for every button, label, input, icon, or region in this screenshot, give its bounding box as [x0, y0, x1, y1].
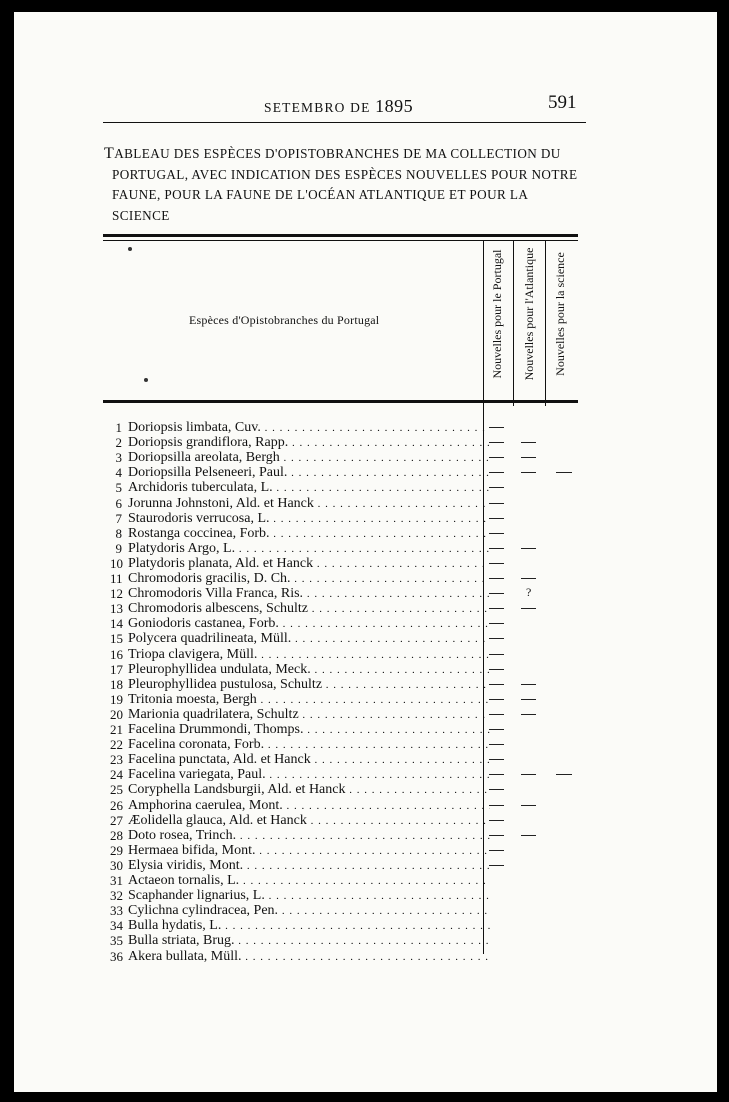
species-name: Chromodoris Villa Franca, Ris. . . .	[128, 586, 490, 602]
species-name: Facelina punctata, Ald. et Hanck . . .	[128, 752, 490, 768]
species-name: Doriopsilla Pelseneeri, Paul. . . .	[128, 465, 490, 481]
col-divider-2	[513, 240, 514, 406]
header-year: 1895	[375, 96, 414, 116]
mark-atlantique	[521, 457, 536, 458]
stray-mark	[128, 247, 132, 251]
row-number: 7	[115, 511, 122, 526]
table-row	[110, 511, 490, 526]
table-row	[110, 813, 490, 828]
mark-portugal	[489, 805, 504, 806]
mark-atlantique	[521, 442, 536, 443]
table-top-rule-thin	[103, 240, 578, 241]
table-row	[110, 480, 490, 495]
title-line-3: FAUNE, POUR LA FAUNE DE L'OCÉAN ATLANTIQUE ET POUR LA	[112, 187, 529, 202]
row-number: 31	[110, 873, 123, 888]
table-row	[110, 858, 490, 873]
row-number: 16	[110, 647, 123, 662]
row-number: 9	[115, 541, 122, 556]
mark-atlantique	[521, 805, 536, 806]
table-row	[110, 465, 490, 480]
table-row	[110, 798, 490, 813]
title-line-2: PORTUGAL, AVEC INDICATION DES ESPÈCES NOUVELLES POUR NOTRE	[112, 166, 578, 182]
header-rule	[103, 122, 586, 123]
species-name: Archidoris tuberculata, L. . . .	[128, 480, 490, 496]
row-number: 6	[115, 496, 122, 511]
table-row	[110, 949, 490, 964]
mark-atlantique	[521, 472, 536, 473]
table-row	[110, 782, 490, 797]
table-row	[110, 662, 490, 677]
table-row	[110, 616, 490, 631]
mark-atlantique	[521, 774, 536, 775]
species-name: Cylichna cylindracea, Pen. . . .	[128, 903, 490, 919]
mark-atlantique	[521, 578, 536, 579]
mark-portugal	[489, 503, 504, 504]
mark-portugal	[489, 729, 504, 730]
species-name: Facelina coronata, Forb. . . .	[128, 737, 490, 753]
mark-atlantique-uncertain: ?	[526, 585, 532, 599]
species-name: Pleurophyllidea pustulosa, Schultz . . .	[128, 677, 490, 693]
document-page	[14, 12, 717, 1092]
species-name: Chromodoris albescens, Schultz . . .	[128, 601, 490, 617]
species-name: Tritonia moesta, Bergh . . .	[128, 692, 490, 708]
species-name: Scaphander lignarius, L. . . .	[128, 888, 490, 904]
row-number: 13	[110, 601, 123, 616]
table-row	[110, 843, 490, 858]
col-header-portugal: Nouvelles pour le Portugal	[490, 249, 504, 379]
table-row	[110, 571, 490, 586]
table-row	[110, 601, 490, 616]
mark-portugal	[489, 563, 504, 564]
species-name: Marionia quadrilatera, Schultz . . .	[128, 707, 490, 723]
mark-portugal	[489, 759, 504, 760]
table-row	[110, 828, 490, 843]
row-number: 18	[110, 677, 123, 692]
table-row	[110, 933, 490, 948]
table-row	[110, 692, 490, 707]
table-row	[110, 586, 490, 601]
row-number: 30	[110, 858, 123, 873]
mark-portugal	[489, 427, 504, 428]
row-number: 5	[115, 480, 122, 495]
species-name: Chromodoris gracilis, D. Ch. . . .	[128, 571, 490, 587]
species-name: Doriopsis grandiflora, Rapp. . . .	[128, 435, 490, 451]
mark-atlantique	[521, 608, 536, 609]
species-name: Triopa clavigera, Müll. . . .	[128, 647, 490, 663]
table-header-rule	[103, 400, 578, 403]
row-number: 33	[110, 903, 123, 918]
mark-portugal	[489, 533, 504, 534]
col-divider-3	[545, 240, 546, 406]
mark-portugal	[489, 487, 504, 488]
species-name: Platydoris planata, Ald. et Hanck . . .	[128, 556, 490, 572]
species-name: Jorunna Johnstoni, Ald. et Hanck . . .	[128, 496, 490, 512]
col-header-science: Nouvelles pour la science	[553, 252, 567, 376]
table-row	[110, 496, 490, 511]
table-row	[110, 918, 490, 933]
species-name: Actaeon tornalis, L. . . .	[128, 873, 490, 889]
species-name: Polycera quadrilineata, Müll. . . .	[128, 631, 490, 647]
species-name: Rostanga coccinea, Forb. . . .	[128, 526, 490, 542]
row-number: 28	[110, 828, 123, 843]
mark-portugal	[489, 774, 504, 775]
row-number: 2	[115, 435, 122, 450]
mark-portugal	[489, 442, 504, 443]
row-number: 20	[110, 707, 123, 722]
table-row	[110, 752, 490, 767]
table-row	[110, 677, 490, 692]
row-number: 17	[110, 662, 123, 677]
species-name: Pleurophyllidea undulata, Meck. . . .	[128, 662, 490, 678]
mark-portugal	[489, 714, 504, 715]
row-number: 8	[115, 526, 122, 541]
species-name: Bulla striata, Brug. . . .	[128, 933, 490, 949]
row-number: 35	[110, 933, 123, 948]
table-row	[110, 722, 490, 737]
table-top-rule	[103, 234, 578, 237]
col-header-atlantique: Nouvelles pour l'Atlantique	[522, 247, 536, 381]
table-row	[110, 903, 490, 918]
row-number: 32	[110, 888, 123, 903]
species-name: Goniodoris castanea, Forb. . . .	[128, 616, 490, 632]
mark-portugal	[489, 638, 504, 639]
row-number: 22	[110, 737, 123, 752]
mark-portugal	[489, 623, 504, 624]
mark-portugal	[489, 684, 504, 685]
running-head: SETEMBRO DE 1895	[264, 96, 414, 116]
row-number: 25	[110, 782, 123, 797]
running-header	[14, 90, 717, 120]
mark-atlantique	[521, 714, 536, 715]
table-row	[110, 526, 490, 541]
mark-atlantique	[521, 699, 536, 700]
row-number: 15	[110, 631, 123, 646]
title-drop-letter: T	[104, 145, 115, 162]
species-name: Platydoris Argo, L. . . .	[128, 541, 490, 557]
species-name: Staurodoris verrucosa, L. . . .	[128, 511, 490, 527]
row-number: 34	[110, 918, 123, 933]
species-name: Amphorina caerulea, Mont. . . .	[128, 798, 490, 814]
species-name: Doto rosea, Trinch. . . .	[128, 828, 490, 844]
row-number: 1	[115, 420, 122, 435]
row-number: 29	[110, 843, 123, 858]
mark-atlantique	[521, 548, 536, 549]
mark-portugal	[489, 865, 504, 866]
table-row	[110, 450, 490, 465]
row-number: 12	[110, 586, 123, 601]
row-number: 23	[110, 752, 123, 767]
row-number: 27	[110, 813, 123, 828]
mark-portugal	[489, 608, 504, 609]
row-number: 26	[110, 798, 123, 813]
stray-mark	[144, 378, 148, 382]
species-name: Doriopsilla areolata, Bergh . . .	[128, 450, 490, 466]
table-title	[104, 144, 584, 226]
mark-portugal	[489, 744, 504, 745]
mark-science	[556, 774, 572, 775]
table-row	[110, 873, 490, 888]
species-column-header: Espèces d'Opistobranches du Portugal	[189, 313, 380, 327]
row-number: 21	[110, 722, 123, 737]
mark-portugal	[489, 850, 504, 851]
row-number: 3	[115, 450, 122, 465]
species-name: Akera bullata, Müll. . . .	[128, 949, 490, 965]
mark-portugal	[489, 548, 504, 549]
table-row	[110, 541, 490, 556]
table-row	[110, 737, 490, 752]
table-row	[110, 556, 490, 571]
species-name: Doriopsis limbata, Cuv. . . .	[128, 420, 490, 436]
mark-portugal	[489, 578, 504, 579]
title-line-1: ABLEAU DES ESPÈCES D'OPISTOBRANCHES DE MA COLLECTION DU	[114, 146, 561, 161]
mark-portugal	[489, 820, 504, 821]
mark-portugal	[489, 835, 504, 836]
mark-portugal	[489, 654, 504, 655]
species-name: Æolidella glauca, Ald. et Hanck . . .	[128, 813, 490, 829]
table-row	[110, 435, 490, 450]
row-number: 24	[110, 767, 123, 782]
mark-portugal	[489, 789, 504, 790]
mark-atlantique	[521, 684, 536, 685]
mark-portugal	[489, 518, 504, 519]
mark-portugal	[489, 457, 504, 458]
page-number: 591	[548, 92, 577, 113]
species-name: Bulla hydatis, L. . . .	[128, 918, 490, 934]
mark-portugal	[489, 699, 504, 700]
table-row	[110, 888, 490, 903]
species-name: Coryphella Landsburgii, Ald. et Hanck . . .	[128, 782, 490, 798]
row-number: 14	[110, 616, 123, 631]
table-row	[110, 420, 490, 435]
mark-science	[556, 472, 572, 473]
row-number: 19	[110, 692, 123, 707]
species-name: Facelina variegata, Paul. . . .	[128, 767, 490, 783]
row-number: 10	[110, 556, 123, 571]
species-name: Facelina Drummondi, Thomps. . . .	[128, 722, 490, 738]
mark-portugal	[489, 669, 504, 670]
species-name: Elysia viridis, Mont. . . .	[128, 858, 490, 874]
title-line-4: SCIENCE	[112, 207, 170, 223]
mark-portugal	[489, 472, 504, 473]
row-number: 4	[115, 465, 122, 480]
mark-portugal	[489, 593, 504, 594]
row-number: 11	[110, 571, 123, 586]
table-row	[110, 631, 490, 646]
table-row	[110, 647, 490, 662]
species-name: Hermaea bifida, Mont. . . .	[128, 843, 490, 859]
table-row	[110, 767, 490, 782]
table-row	[110, 707, 490, 722]
mark-atlantique	[521, 835, 536, 836]
row-number: 36	[110, 949, 123, 964]
